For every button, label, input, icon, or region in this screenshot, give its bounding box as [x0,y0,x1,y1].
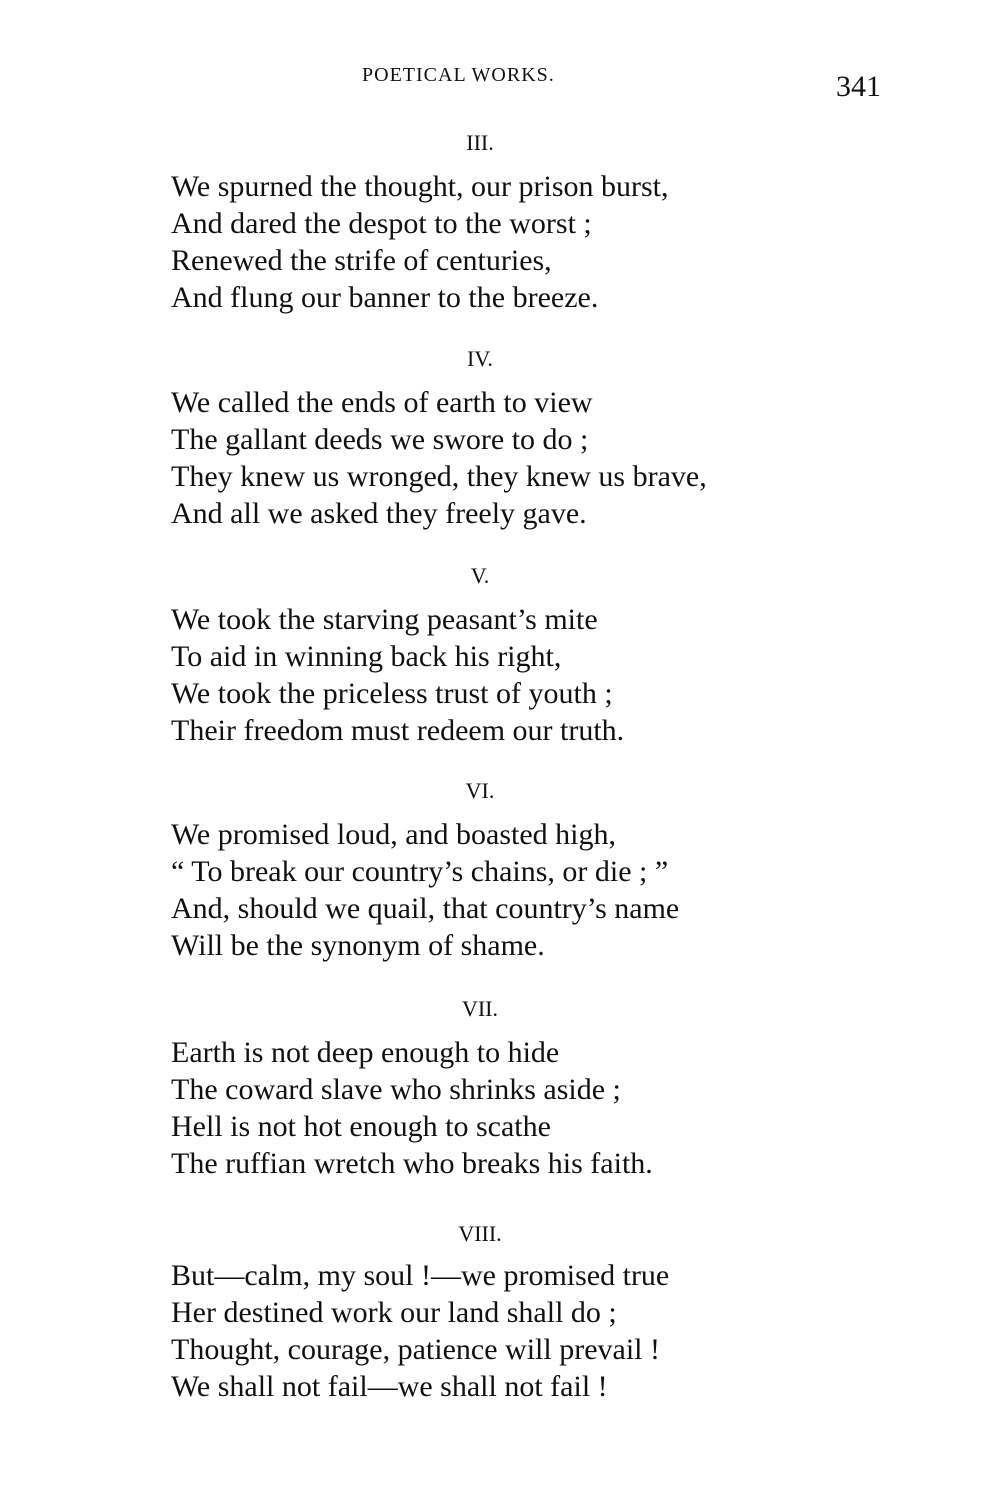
poem-line: Earth is not deep enough to hide [171,1036,560,1069]
stanza-numeral: III. [466,130,494,155]
poem-line: We took the priceless trust of youth ; [171,677,613,710]
poem-line: Hell is not hot enough to scathe [171,1110,551,1143]
poem-line: Renewed the strife of centuries, [171,244,552,277]
poem-line: “ To break our country’s chains, or die ; ” [171,855,669,888]
poem-line: To aid in winning back his right, [171,640,562,673]
poem-line: We took the starving peasant’s mite [171,603,598,636]
poem-line: And dared the despot to the worst ; [171,207,592,240]
poem-line: The coward slave who shrinks aside ; [171,1073,621,1106]
running-title: POETICAL WORKS. [362,64,555,86]
poem-line: Her destined work our land shall do ; [171,1296,617,1329]
poem-line: And flung our banner to the breeze. [171,281,599,314]
poem-line: The ruffian wretch who breaks his faith. [171,1147,653,1180]
poem-line: We called the ends of earth to view [171,386,593,419]
stanza-lines [171,384,707,532]
poem-line: Will be the synonym of shame. [171,929,545,962]
poem-line: Their freedom must redeem our truth. [171,714,625,747]
poem-line: We promised loud, and boasted high, [171,818,617,851]
stanza-lines [171,601,624,749]
stanza-numeral: VII. [461,996,499,1021]
page-header [0,62,1000,102]
stanza-numeral: VI. [465,778,495,803]
poem-line: Thought, courage, patience will prevail ! [171,1333,660,1366]
stanza-numeral: IV. [467,346,493,371]
stanza-lines [171,1034,653,1182]
page-number: 341 [836,70,881,103]
stanza-lines [171,168,669,316]
poem-line: They knew us wronged, they knew us brave, [171,460,707,493]
poem-line: But—calm, my soul !—we promised true [171,1259,670,1292]
poem-line: We shall not fail—we shall not fail ! [171,1370,608,1403]
stanza-lines [171,1257,669,1405]
stanza-numeral: VIII. [458,1221,502,1246]
poem-line: The gallant deeds we swore to do ; [171,423,589,456]
poem-line: We spurned the thought, our prison burst, [171,170,669,203]
poem-line: And all we asked they freely gave. [171,497,587,530]
stanza-lines [171,816,679,964]
stanza-numeral: V. [470,563,490,588]
poem-line: And, should we quail, that country’s name [171,892,680,925]
